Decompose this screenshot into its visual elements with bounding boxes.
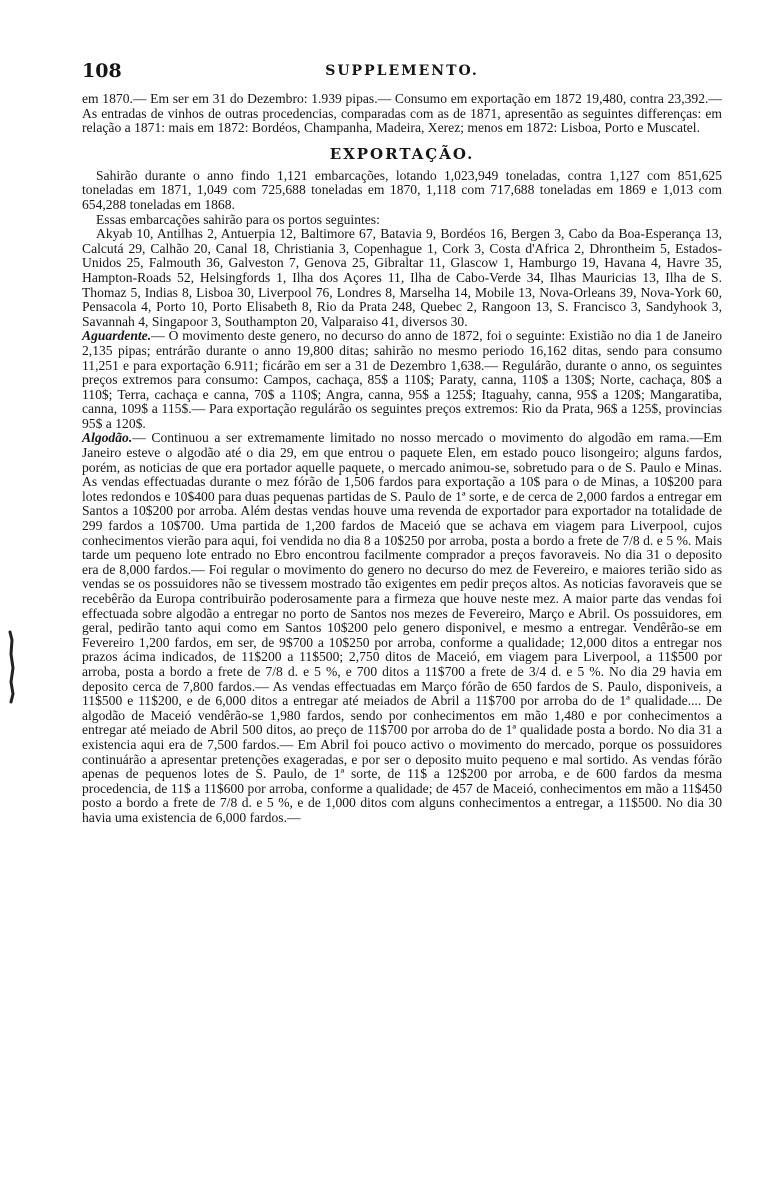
algodao-heading: Algodão.	[82, 430, 133, 446]
running-title: SUPPLEMENTO.	[325, 63, 479, 79]
exportacao-paragraph-2: Essas embarcações sahirão para os portos seguintes:	[96, 211, 380, 227]
exportacao-paragraph-1: Sahirão durante o anno findo 1,121 embarcações, lotando 1,023,949 toneladas, contra 1,127 com 851,625 toneladas em 1871, 1,049 com 725,688 toneladas em 1870, 1,118 com 717,688 toneladas em 1869 e 1,013 com 654,288 toneladas em 1868.	[82, 167, 722, 212]
aguardente-heading: Aguardente.	[82, 328, 152, 344]
algodao-paragraph	[82, 431, 722, 825]
aguardente-paragraph	[82, 329, 722, 431]
intro-paragraph: em 1870.— Em ser em 31 do Dezembro: 1.939 pipas.— Consumo em exportação em 1872 19,480, contra 23,392.— As entradas de vinhos de outras procedencias, comparadas com as de 1871, apresentão as seguintes differenças: em relação a 1871: mais em 1872: Bordéos, Champanha, Madeira, Xerez; menos em 1872: Lisboa, Porto e Muscatel.	[82, 91, 722, 136]
aguardente-text: — O movimento deste genero, no decurso do anno de 1872, foi o seguinte: Existião no dia 1 de Janeiro 2,135 pipas; entrárão durante o anno 19,800 ditas; sahirão no mesmo periodo 16,162 ditas, sendo para consumo 11,251 e para exportação 6.911; ficárão em ser a 31 de Dezembro 1,638.— Regulárão, durante o anno, os seguintes preços extremos para consumo: Campos, cachaça, 85$ a 110$; Paraty, canna, 110$ a 130$; Norte, cachaça, 80$ a 110$; Terra, cachaça e canna, 70$ a 110$; Angra, canna, 95$ a 125$; Itaguahy, canna, 95$ a 120$; Mangaratiba, canna, 109$ a 115$.— Para exportação regulárão os seguintes preços extremos: Rio da Prata, 96$ a 125$, provincias 95$ a 120$.	[82, 328, 722, 431]
page-number: 108	[82, 60, 122, 82]
margin-ink-mark	[4, 630, 18, 704]
ports-list-paragraph: Akyab 10, Antilhas 2, Antuerpia 12, Baltimore 67, Batavia 9, Bordéos 16, Bergen 3, Cabo da Boa-Esperança 13, Calcutá 29, Calhão 20, Canal 18, Christiania 3, Copenhague 1, Cork 3, Costa d'Africa 2, Dhrontheim 5, Estados-Unidos 25, Falmouth 36, Galveston 7, Genova 25, Gibraltar 11, Glascow 1, Hamburgo 19, Havana 4, Havre 35, Hampton-Roads 52, Helsingfords 1, Ilha dos Açores 11, Ilha de Cabo-Verde 34, Ilhas Mauricias 13, Ilha de S. Thomaz 5, Indias 8, Lisboa 30, Liverpool 76, Londres 8, Marselha 14, Mobile 13, Nova-Orleans 39, Nova-York 60, Pensacola 4, Porto 10, Porto Elisabeth 8, Rio da Prata 248, Quebec 2, Rangoon 13, S. Francisco 3, Sandyhook 3, Savannah 4, Singapoor 3, Southampton 20, Valparaiso 41, diversos 30.	[82, 226, 722, 329]
page-header	[82, 60, 722, 84]
algodao-text: — Continuou a ser extremamente limitado no nosso mercado o movimento do algodão em rama.—Em Janeiro esteve o algodão até o dia 29, em que entrou o paquete Elen, em estado pouco lisongeiro; alguns fardos, porém, as noticias de que era portador aquelle paquete, o mercado animou-se, sobretudo para o de S. Paulo e Minas. As vendas effectuadas durante o mez fórão de 1,506 fardos para exportação a 10$ para o de Minas, a 10$200 para lotes redondos e 10$400 para duas pequenas partidas de S. Paulo de 1ª sorte, e de cerca de 2,000 fardos a entregar em Santos a 10$200 por arroba. Além destas vendas houve uma revenda de exportador para exportador na totalidade de 299 fardos a 10$700. Uma partida de 1,200 fardos de Maceió que se achava em viagem para Liverpool, cujos conhecimentos vierão para aqui, foi vendida no dia 8 a 10$250 por arroba, posta a bordo a frete de 7/8 d. e 5 %. Mais tarde um pequeno lote entrado no Ebro encontrou facilmente comprador a preços favoraveis. No dia 31 o deposito era de 8,000 fardos.— Foi regular o movimento do genero no decurso do mez de Fevereiro, e maiores terião sido as vendas se os possuidores não se tivessem mostrado tão exigentes em pedir preços altos. As noticias favoraveis que se recebêrão da Europa contribuirão poderosamente para a firmeza que houve neste mez. A maior parte das vendas foi effectuada sobre algodão a entregar no porto de Santos nos mezes de Fevereiro, Março e Abril. Os possuidores, em geral, pedirão tanto aqui como em Santos 10$200 pelo genero disponivel, e mesmo a entregar. Vendêrão-se em Fevereiro 1,200 fardos, em ser, de 9$700 a 10$250 por arroba, conforme a qualidade; 12,000 ditos a entregar nos prazos ácima indicados, de 11$200 a 11$500; 2,750 ditos de Maceió, em viagem para Liverpool, a 11$500 por arroba, posta a bordo a frete de 7/8 d. e 5 %, e 700 ditos a 11$700 a frete de 3/4 d. e 5 %. No dia 29 havia em deposito cerca de 7,800 fardos.— As vendas effectuadas em Março fórão de 650 fardos de S. Paulo, disponiveis, a 11$500 e 11$200, e de 6,000 ditos a entregar até meiados de Abril a 11$700 por arroba do de 1ª qualidade.... De algodão de Maceió vendêrão-se 1,980 fardos, sendo por conhecimentos em mão 1,480 e por conhecimentos a entregar até meiado de Abril 500 ditos, ao preço de 11$700 por arroba do de 1ª qualidade posta a bordo. No dia 31 a existencia aqui era de 7,500 fardos.— Em Abril foi pouco activo o movimento do mercado, porque os possuidores continuárão a apresentar pretenções exageradas, e por ser o deposito muito pequeno e mal sortido. As vendas fórão apenas de pequenos lotes de S. Paulo, de 1ª sorte, de 11$ a 12$200 por arroba, e de 600 fardos da mesma procedencia, de 11$ a 11$600 por arroba, conforme a qualidade; de 457 de Maceió, conhecimentos em mão a 11$450 posto a bordo a frete de 7/8 d. e 5 %, e de 1,000 ditos com alguns conhecimentos a entregar, a 11$500. No dia 30 havia uma existencia de 6,000 fardos.—	[82, 430, 722, 825]
page-content	[82, 60, 722, 826]
section-heading: EXPORTAÇÃO.	[329, 144, 475, 163]
